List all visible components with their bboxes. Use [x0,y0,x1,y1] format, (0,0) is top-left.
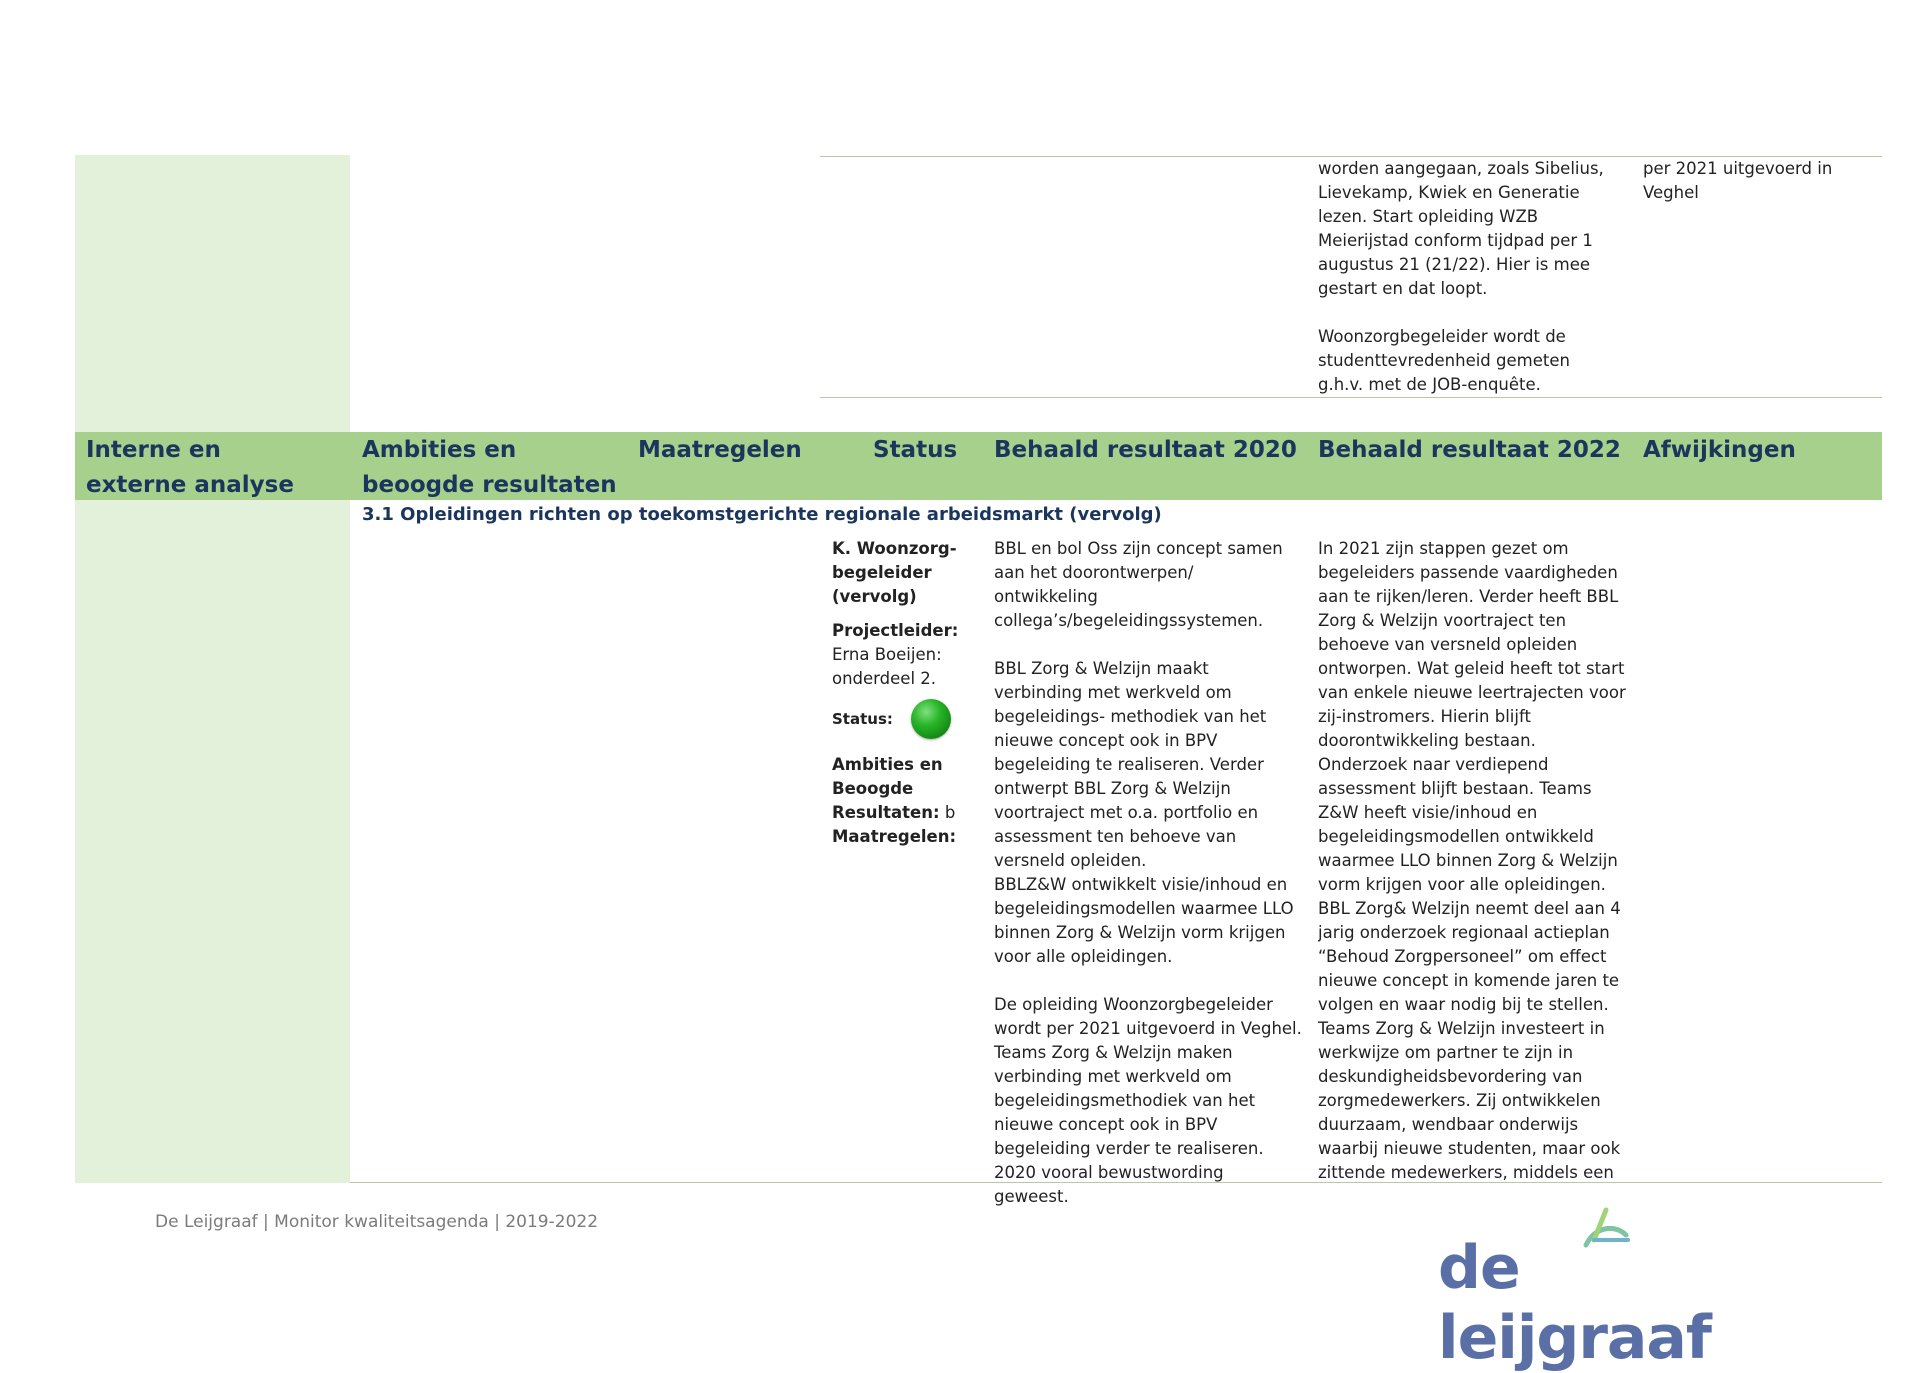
result-2022-text: In 2021 zijn stappen gezet om begeleiders passende vaardigheden aan te rijken/leren. Verder heeft BBL Zorg & Welzijn voortraject ten behoeve van versneld opleiden ontworpen. Wat geleid heeft tot start van enkele nieuwe leertrajecten voor zij-instromers. Hierin blijft doorontwikkeling bestaan. Onderzoek naar verdiepend assessment blijft bestaan. Teams Z&W heeft visie/inhoud en begeleidingsmodellen ontwikkeld waarmee LLO binnen Zorg & Welzijn vorm krijgen voor alle opleidingen. BBL Zorg& Welzijn neemt deel aan 4 jarig onderzoek regionaal actieplan “Behoud Zorgpersoneel” om effect nieuwe concept in komende jaren te volgen en waar nodig bij te stellen. Teams Zorg & Welzijn investeert in werkwijze om partner te zijn in deskundigheidsbevordering van zorgmedewerkers. Zij ontwikkelen duurzaam, wendbaar onderwijs waarbij nieuwe studenten, maar ook zittende medewerkers, middels een [1318,539,1626,1182]
footer-text: De Leijgraaf | Monitor kwaliteitsagenda | 2019-2022 [155,1212,599,1232]
maatregelen-label: Maatregelen: [832,827,957,846]
top-result-2022-text: worden aangegaan, zoals Sibelius, Lievekamp, Kwiek en Generatie lezen. Start opleiding WZB Meierijstad conform tijdpad per 1 augustus 21 (21/22). Hier is mee gestart en dat loopt. Woonzorgbegeleider wordt de studenttevredenheid gemeten g.h.v. met de JOB-enquête. [1318,159,1604,394]
header-maatregelen: Maatregelen [638,437,802,463]
header-status: Status [873,437,958,463]
section-title: 3.1 Opleidingen richten op toekomstgerichte regionale arbeidsmarkt (vervolg) [362,504,1162,525]
analysis-column-top [75,155,350,432]
header-ambities: Ambities en beoogde resultaten [362,437,617,498]
header-interne-externe-analyse: Interne en externe analyse [86,437,294,498]
status-cell [832,537,992,849]
analysis-column-body [75,500,350,1183]
ambities-value: b [939,803,956,822]
status-label: Status: [832,710,893,728]
ambities-label: Ambities en Beoogde Resultaten: [832,755,943,822]
measure-title: K. Woonzorg- begeleider (vervolg) [832,539,957,606]
header-behaald-2022: Behaald resultaat 2022 [1318,437,1621,463]
projectleider-value: Erna Boeijen: onderdeel 2. [832,645,942,688]
ambities-row [832,753,992,825]
header-behaald-2020: Behaald resultaat 2020 [994,437,1297,463]
logo-text: de leijgraaf [1438,1233,1712,1373]
header-afwijkingen: Afwijkingen [1643,437,1796,463]
status-indicator-icon [911,699,951,739]
top-bottom-rule [820,397,1882,398]
projectleider-label: Projectleider: [832,621,959,640]
top-afwijkingen-text: per 2021 uitgevoerd in Veghel [1643,159,1833,202]
status-row [832,699,992,739]
result-2020-text: BBL en bol Oss zijn concept samen aan het doorontwerpen/ ontwikkeling collega’s/begeleidingssystemen. BBL Zorg & Welzijn maakt verbinding met werkveld om begeleidings- methodiek van het nieuwe concept ook in BPV begeleiding te realiseren. Verder ontwerpt BBL Zorg & Welzijn voortraject met o.a. portfolio en assessment ten behoeve van versneld opleiden. BBLZ&W ontwikkelt visie/inhoud en begeleidingsmodellen waarmee LLO binnen Zorg & Welzijn vorm krijgen voor alle opleidingen. De opleiding Woonzorgbegeleider wordt per 2021 uitgevoerd in Veghel. Teams Zorg & Welzijn maken verbinding met werkveld om begeleidingsmethodiek van het nieuwe concept ook in BPV begeleiding verder te realiseren. 2020 vooral bewustwording geweest. [994,539,1302,1206]
leijgraaf-logo [1438,1205,1768,1373]
